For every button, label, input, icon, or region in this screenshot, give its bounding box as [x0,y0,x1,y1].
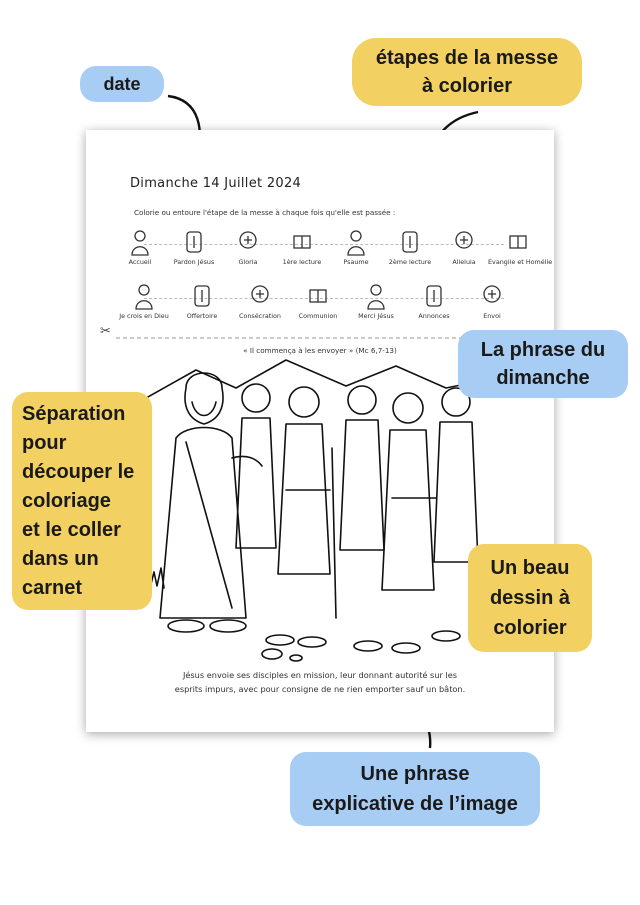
mass-step-label: Alleluia [452,258,476,266]
mass-step [462,282,522,320]
mass-step-icon [289,228,315,256]
caption-line-2: esprits impurs, avec pour consigne de ne rien emporter sauf un bâton. [174,684,466,694]
coloring-drawing [146,358,506,664]
sunday-verse: « Il commença à les envoyer » (Mc 6,7-13) [243,346,397,355]
mass-step [288,282,348,320]
mass-step-label: 1ère lecture [282,258,322,266]
jesus-figure [160,373,262,632]
callout-explanation: Une phrase explicative de l’image [290,752,540,826]
callout-separation: Séparation pour découper le coloriage et le coller dans un carnet [12,392,152,610]
callout-mass-steps: étapes de la messe à colorier [352,38,582,106]
image-caption [116,668,524,696]
mass-step-icon [505,228,531,256]
mass-step [346,282,406,320]
mass-step [326,228,386,266]
mass-step-icon [363,282,389,310]
mass-step-label: Gloria [238,258,258,266]
disciples-group [236,384,478,618]
caption-line-1: Jésus envoie ses disciples en mission, leur donnant autorité sur les [182,670,458,680]
mass-step-icon [305,282,331,310]
mass-step-label: 2ème lecture [388,258,432,266]
mass-step-icon [451,228,477,256]
mass-step [434,228,494,266]
sheet-date: Dimanche 14 Juillet 2024 [130,176,302,191]
mass-steps-row-2 [119,282,524,328]
mass-step-label: Je crois en Dieu [119,312,169,320]
mass-step-label: Envoi [483,312,501,320]
mass-step-label: Accueil [128,258,152,266]
mass-step [110,228,170,266]
mass-step [230,282,290,320]
mass-step [114,282,174,320]
mass-step-icon [235,228,261,256]
mass-step-label: Pardon Jésus [173,258,215,266]
mass-step-icon [343,228,369,256]
mass-step-icon [421,282,447,310]
mass-step [218,228,278,266]
stone [290,655,302,661]
mass-step-icon [397,228,423,256]
mass-step [404,282,464,320]
mass-step-label: Communion [298,312,338,320]
mass-steps-row-1 [124,228,553,274]
mass-step-icon [131,282,157,310]
callout-coloring-drawing: Un beau dessin à colorier [468,544,592,652]
mass-step-label: Offertoire [186,312,218,320]
mass-step-label: Consécration [239,312,281,320]
stone [262,649,282,659]
mass-step-icon [479,282,505,310]
mass-step-label: Psaume [343,258,369,266]
mass-step-label: Merci Jésus [358,312,394,320]
grass [150,568,164,588]
mass-step-icon [189,282,215,310]
sandals [266,631,460,653]
mass-step-label: Evangile et Homélie [488,258,553,266]
mass-step-icon [127,228,153,256]
mass-step-label: Annonces [418,312,450,320]
mass-step [488,228,553,266]
mass-step-icon [247,282,273,310]
callout-date: date [80,66,164,102]
mass-step [380,228,440,266]
mass-step [164,228,224,266]
callout-sunday-phrase: La phrase du dimanche [458,330,628,398]
mass-step [272,228,332,266]
mass-step-icon [181,228,207,256]
hills-outline [146,360,506,398]
sheet-instruction: Colorie ou entoure l'étape de la messe à chaque fois qu'elle est passée : [134,208,396,217]
scissors-icon: ✂ [100,324,111,339]
mass-step [172,282,232,320]
